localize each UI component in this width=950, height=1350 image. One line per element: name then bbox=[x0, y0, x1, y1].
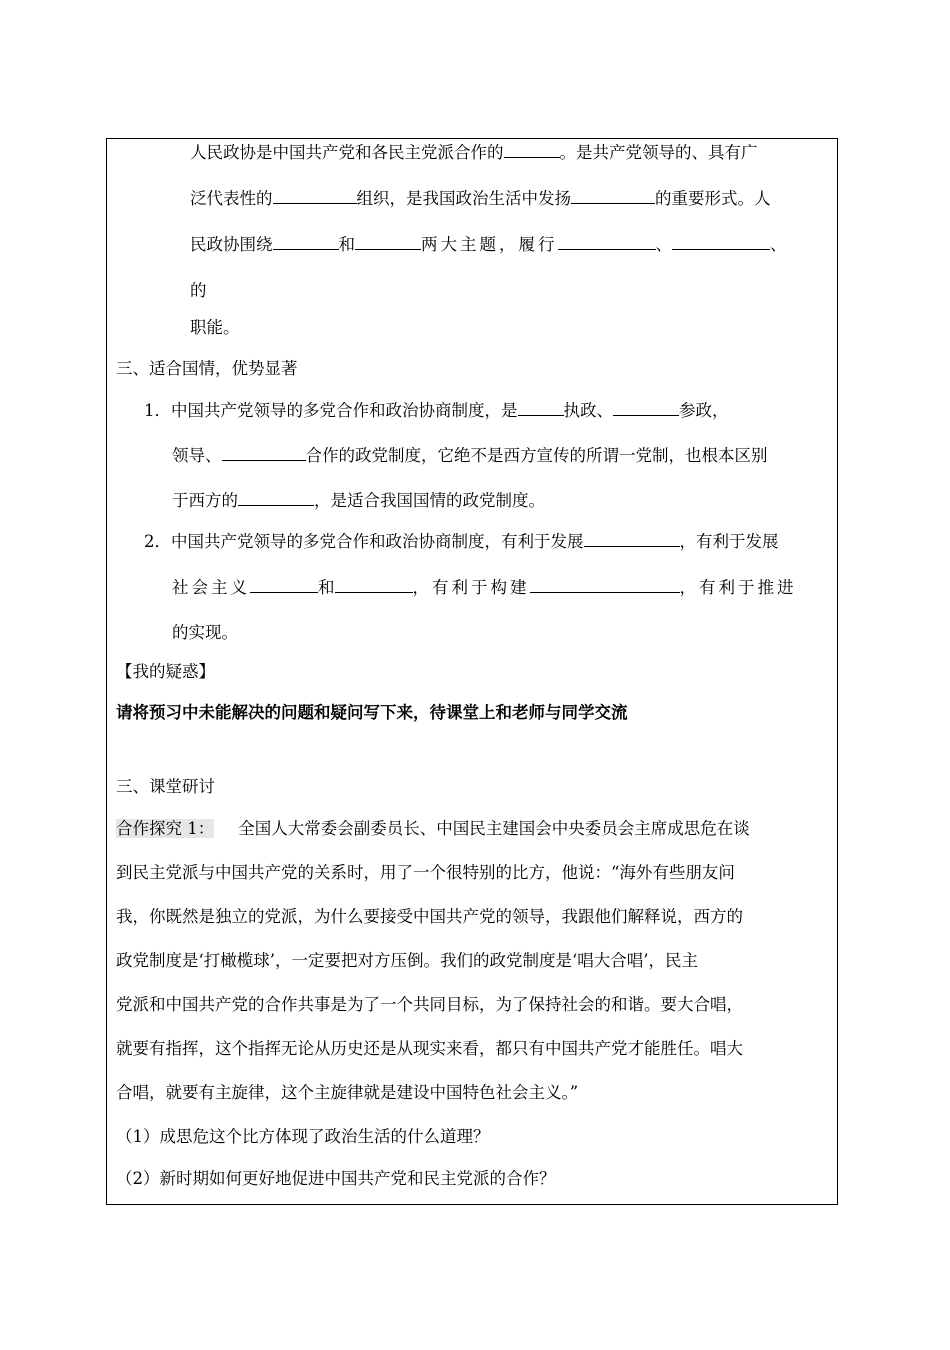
text: 两大主题，履行 bbox=[421, 235, 558, 254]
discussion-heading: 三、课堂研讨 bbox=[116, 777, 215, 796]
fill-blank[interactable] bbox=[558, 234, 656, 250]
question-1: （1）成思危这个比方体现了政治生活的什么道理？ bbox=[116, 1127, 490, 1146]
fill-blank[interactable] bbox=[504, 142, 560, 158]
question-2: （2）新时期如何更好地促进中国共产党和民主党派的合作？ bbox=[116, 1169, 556, 1188]
text: 领导、 bbox=[172, 446, 222, 465]
text: 执政、 bbox=[563, 401, 613, 420]
item2-line-1 bbox=[144, 531, 779, 553]
text: 合作的政党制度，它绝不是西方宣传的所谓一党制，也根本区别 bbox=[305, 446, 768, 465]
cooperative-inquiry-label: 合作探究 1： bbox=[116, 819, 215, 838]
item1-line-3 bbox=[172, 490, 545, 512]
text: ，有利于发展 bbox=[679, 532, 779, 551]
text: 的重要形式。人 bbox=[655, 189, 771, 208]
fill-blank[interactable] bbox=[335, 577, 413, 593]
doubts-instruction: 请将预习中未能解决的问题和疑问写下来，待课堂上和老师与同学交流 bbox=[116, 703, 628, 722]
text: 、 bbox=[655, 235, 672, 254]
cppcc-line-2 bbox=[190, 188, 771, 210]
discussion-para-line-4: 政党制度是‘打橄榄球’，一定要把对方压倒。我们的政党制度是‘唱大合唱’，民主 bbox=[116, 951, 698, 970]
text: 。是共产党领导的、具有广 bbox=[559, 143, 758, 162]
discussion-para-line-6: 就要有指挥，这个指挥无论从历史还是从现实来看，都只有中国共产党才能胜任。唱大 bbox=[116, 1039, 743, 1058]
text: 和 bbox=[338, 235, 355, 254]
text: 全国人大常委会副委员长、中国民主建国会中央委员会主席成思危在谈 bbox=[238, 819, 750, 838]
text: 人民政协是中国共产党和各民主党派合作的 bbox=[190, 143, 504, 162]
fill-blank[interactable] bbox=[273, 188, 357, 204]
doubts-heading: 【我的疑惑】 bbox=[116, 662, 215, 681]
item1-line-1 bbox=[144, 400, 729, 422]
cppcc-line-3 bbox=[190, 234, 787, 256]
discussion-para-line-5: 党派和中国共产党的合作共事是为了一个共同目标，为了保持社会的和谐。要大合唱， bbox=[116, 995, 743, 1014]
fill-blank[interactable] bbox=[672, 234, 770, 250]
fill-blank[interactable] bbox=[250, 577, 318, 593]
cppcc-line-4: 的 bbox=[190, 281, 207, 300]
section3-heading: 三、适合国情，优势显著 bbox=[116, 359, 298, 378]
discussion-para-line-2: 到民主党派与中国共产党的关系时，用了一个很特别的比方，他说：“海外有些朋友问 bbox=[116, 863, 735, 882]
text: 1．中国共产党领导的多党合作和政治协商制度，是 bbox=[144, 401, 518, 420]
text: 2．中国共产党领导的多党合作和政治协商制度，有利于发展 bbox=[144, 532, 584, 551]
text: 社会主义 bbox=[172, 578, 250, 597]
discussion-para-line-7: 合唱，就要有主旋律，这个主旋律就是建设中国特色社会主义。” bbox=[116, 1083, 579, 1102]
text: 民政协围绕 bbox=[190, 235, 273, 254]
fill-blank[interactable] bbox=[571, 188, 655, 204]
fill-blank[interactable] bbox=[518, 400, 564, 416]
text: 泛代表性的 bbox=[190, 189, 273, 208]
discussion-para-line-3: 我，你既然是独立的党派，为什么要接受中国共产党的领导，我跟他们解释说，西方的 bbox=[116, 907, 743, 926]
cppcc-line-1 bbox=[190, 142, 758, 164]
item1-line-2 bbox=[172, 445, 768, 467]
item2-line-2 bbox=[172, 577, 797, 599]
cppcc-line-5: 职能。 bbox=[190, 318, 240, 337]
fill-blank[interactable] bbox=[273, 234, 339, 250]
text: 参政， bbox=[679, 401, 729, 420]
text: 和 bbox=[318, 578, 335, 597]
discussion-para-line-1 bbox=[116, 818, 750, 840]
text: ，有利于构建 bbox=[412, 578, 530, 597]
text: ，是适合我国国情的政党制度。 bbox=[314, 491, 545, 510]
fill-blank[interactable] bbox=[355, 234, 421, 250]
text: 于西方的 bbox=[172, 491, 238, 510]
fill-blank[interactable] bbox=[238, 490, 314, 506]
text: ，有利于推进 bbox=[679, 578, 797, 597]
text: 组织，是我国政治生活中发扬 bbox=[356, 189, 571, 208]
fill-blank[interactable] bbox=[584, 531, 680, 547]
item2-line-3: 的实现。 bbox=[172, 623, 238, 642]
fill-blank[interactable] bbox=[222, 445, 306, 461]
fill-blank[interactable] bbox=[530, 577, 680, 593]
text: 、 bbox=[770, 235, 787, 254]
fill-blank[interactable] bbox=[613, 400, 679, 416]
